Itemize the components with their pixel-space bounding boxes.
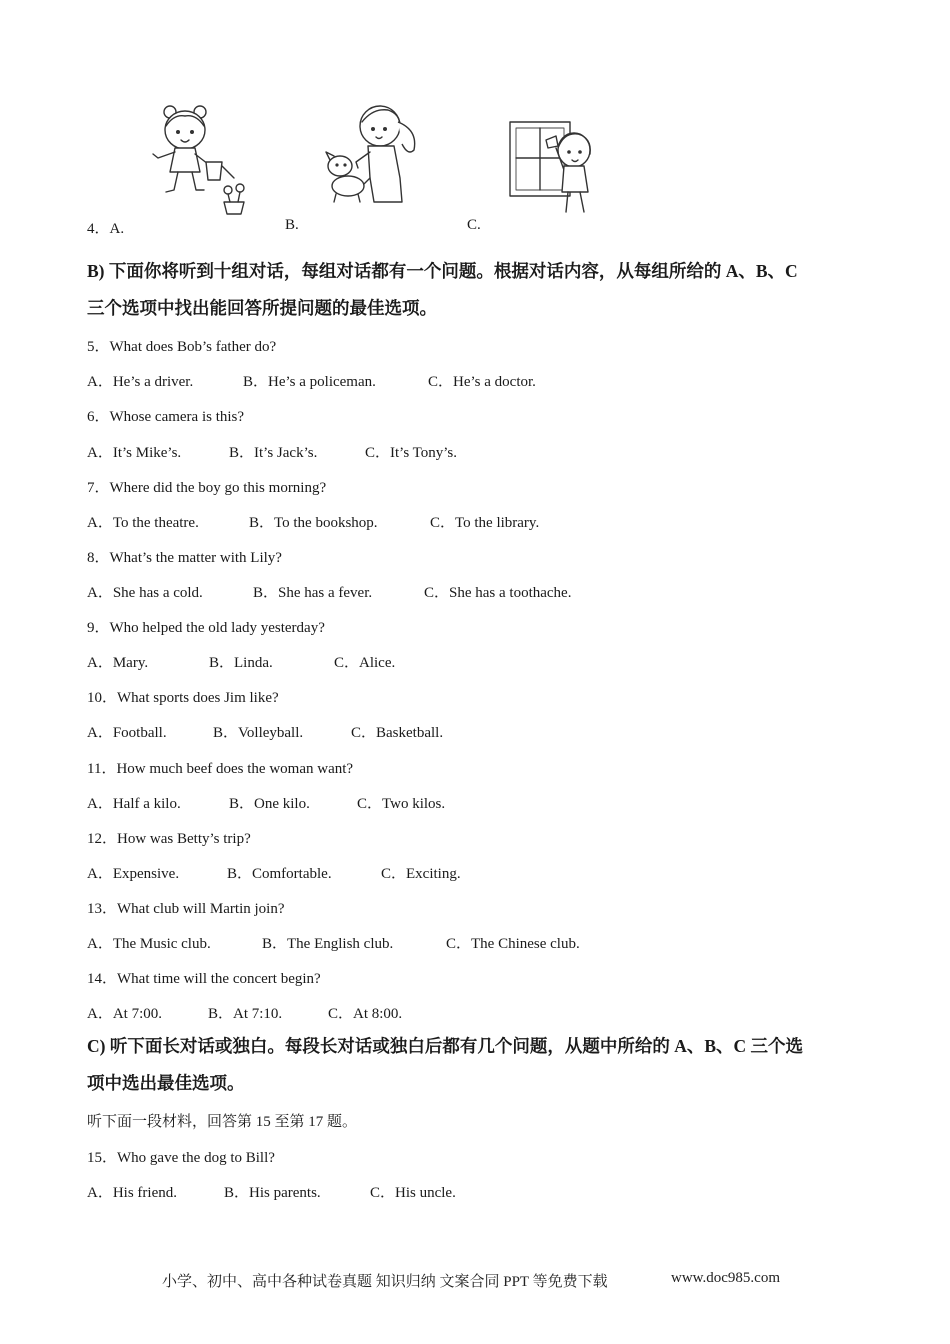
option-a: A．Mary. [87,655,149,671]
question-11 [87,757,353,778]
question-14 [87,967,321,988]
option-b: B．His parents. [224,1185,321,1201]
option-b: B．Comfortable. [227,866,332,882]
section-c-line-2: 项中选出最佳选项。 [87,1073,245,1093]
option-b: B．She has a fever. [253,585,373,601]
option-b: B．One kilo. [229,796,310,812]
section-c-instruction: 听下面一段材料，回答第 15 至第 17 题。 [87,1114,358,1130]
question-text: How much beef does the woman want? [116,761,354,777]
girl-with-dog-image [318,104,433,206]
question-number: 8． [87,550,110,566]
option-a: A．The Music club. [87,936,211,952]
footer-promo-text: 小学、初中、高中各种试卷真题 知识归纳 文案合同 PPT 等免费下载 [162,1274,608,1290]
option-b: B．He’s a policeman. [243,374,376,390]
option-a: A．She has a cold. [87,585,203,601]
question-7 [87,476,326,497]
option-c-label: C. [467,217,481,233]
option-c: C．To the library. [430,515,540,531]
option-c: C．His uncle. [370,1185,456,1201]
question-number: 9． [87,620,110,636]
option-c: C．Basketball. [351,725,444,741]
question-number: 10． [87,690,118,706]
question-5 [87,335,276,356]
option-b: B．The English club. [262,936,394,952]
option-b: B．To the bookshop. [249,515,378,531]
option-a: A．His friend. [87,1185,177,1201]
q4-picture-c [508,120,602,218]
question-number: 7． [87,480,110,496]
option-a: A．Expensive. [87,866,180,882]
option-c: C．Exciting. [381,866,461,882]
option-c: C．At 8:00. [328,1006,403,1022]
question-text: Who helped the old lady yesterday? [109,620,325,636]
question-number: 5． [87,339,110,355]
option-a: A．To the theatre. [87,515,199,531]
section-c-line-1: C) 听下面长对话或独白。每段长对话或独白后都有几个问题，从题中所给的 A、B、C 三个选 [87,1036,804,1056]
question-text: How was Betty’s trip? [117,831,251,847]
option-a: A．Football. [87,725,167,741]
question-text: What’s the matter with Lily? [109,550,282,566]
girl-watering-flowers-image [148,100,254,218]
question-number: 6． [87,409,110,425]
question-number: 15． [87,1150,118,1166]
question-number: 11． [87,761,117,777]
footer-website-link[interactable]: www.doc985.com [671,1270,781,1286]
option-b: B．Volleyball. [213,725,304,741]
girl-cleaning-window-image [508,120,602,218]
option-c: C．He’s a doctor. [428,374,536,390]
question-text: What club will Martin join? [117,901,285,917]
question-10 [87,686,279,707]
section-b-line-1: B) 下面你将听到十组对话，每组对话都有一个问题。根据对话内容，从每组所给的 A、B、C [87,261,798,281]
section-b-line-2: 三个选项中找出能回答所提问题的最佳选项。 [87,298,437,318]
question-12 [87,827,251,848]
section-b-heading [87,253,798,327]
question-13 [87,897,284,918]
question-number: 13． [87,901,118,917]
option-c: C．It’s Tony’s. [365,445,458,461]
q4-picture-b [318,104,433,206]
option-c: C．Alice. [334,655,396,671]
section-c-heading [87,1028,803,1102]
option-c: C．She has a toothache. [424,585,572,601]
option-b: B．Linda. [209,655,273,671]
question-6 [87,405,244,426]
question-number: 4． [87,221,110,237]
option-b: B．At 7:10. [208,1006,283,1022]
question-text: What time will the concert begin? [117,971,321,987]
question-text: Whose camera is this? [109,409,245,425]
question-15 [87,1146,275,1167]
question-number: 12． [87,831,118,847]
question-text: What does Bob’s father do? [109,339,277,355]
question-9 [87,616,325,637]
option-a-label: A. [109,221,125,237]
option-a: A．It’s Mike’s. [87,445,182,461]
option-a: A．At 7:00. [87,1006,163,1022]
question-text: What sports does Jim like? [117,690,279,706]
option-c: C．The Chinese club. [446,936,580,952]
option-a: A．Half a kilo. [87,796,181,812]
question-number: 14． [87,971,118,987]
option-b-label: B. [285,217,299,233]
question-text: Where did the boy go this morning? [109,480,327,496]
option-a: A．He’s a driver. [87,374,194,390]
q4-picture-a [148,100,254,218]
q4-label-row [87,217,124,238]
option-b: B．It’s Jack’s. [229,445,318,461]
question-text: Who gave the dog to Bill? [117,1150,275,1166]
question-8 [87,546,282,567]
option-c: C．Two kilos. [357,796,446,812]
